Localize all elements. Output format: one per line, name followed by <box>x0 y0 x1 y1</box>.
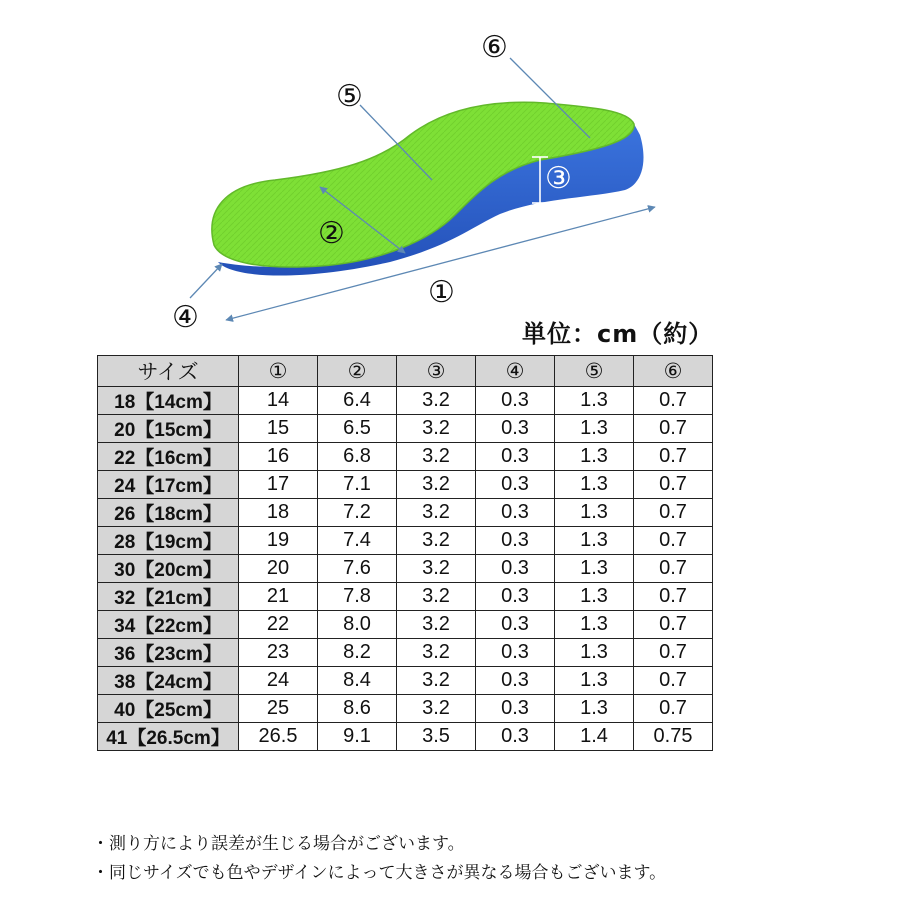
size-cell: 40【25cm】 <box>98 695 239 723</box>
value-cell: 6.4 <box>318 387 397 415</box>
value-cell: 1.3 <box>555 499 634 527</box>
table-row <box>98 387 713 415</box>
table-row <box>98 443 713 471</box>
table-row <box>98 555 713 583</box>
value-cell: 1.4 <box>555 723 634 751</box>
value-cell: 0.3 <box>476 723 555 751</box>
value-cell: 0.3 <box>476 415 555 443</box>
value-cell: 0.3 <box>476 471 555 499</box>
value-cell: 24 <box>239 667 318 695</box>
value-cell: 0.7 <box>634 527 713 555</box>
value-cell: 0.75 <box>634 723 713 751</box>
header-length: ① <box>239 356 318 387</box>
value-cell: 8.4 <box>318 667 397 695</box>
value-cell: 7.6 <box>318 555 397 583</box>
value-cell: 3.2 <box>397 555 476 583</box>
table-row <box>98 499 713 527</box>
size-cell: 41【26.5cm】 <box>98 723 239 751</box>
size-cell: 28【19cm】 <box>98 527 239 555</box>
value-cell: 1.3 <box>555 639 634 667</box>
value-cell: 19 <box>239 527 318 555</box>
value-cell: 1.3 <box>555 415 634 443</box>
table-body <box>98 387 713 751</box>
value-cell: 7.2 <box>318 499 397 527</box>
header-heel-cup: ⑥ <box>634 356 713 387</box>
value-cell: 0.7 <box>634 499 713 527</box>
value-cell: 0.7 <box>634 583 713 611</box>
value-cell: 0.7 <box>634 415 713 443</box>
value-cell: 0.7 <box>634 555 713 583</box>
value-cell: 0.3 <box>476 527 555 555</box>
value-cell: 1.3 <box>555 583 634 611</box>
value-cell: 0.3 <box>476 639 555 667</box>
value-cell: 0.3 <box>476 583 555 611</box>
value-cell: 26.5 <box>239 723 318 751</box>
value-cell: 0.7 <box>634 471 713 499</box>
value-cell: 0.7 <box>634 667 713 695</box>
table-row <box>98 723 713 751</box>
insole-illustration <box>0 0 900 340</box>
value-cell: 1.3 <box>555 527 634 555</box>
value-cell: 7.8 <box>318 583 397 611</box>
size-cell: 34【22cm】 <box>98 611 239 639</box>
value-cell: 23 <box>239 639 318 667</box>
size-cell: 38【24cm】 <box>98 667 239 695</box>
value-cell: 0.3 <box>476 499 555 527</box>
unit-label: 単位：cm（約） <box>522 320 714 348</box>
value-cell: 1.3 <box>555 611 634 639</box>
value-cell: 9.1 <box>318 723 397 751</box>
header-thickness: ④ <box>476 356 555 387</box>
value-cell: 0.3 <box>476 667 555 695</box>
value-cell: 1.3 <box>555 555 634 583</box>
note-size-variation: ・同じサイズでも色やデザインによって大きさが異なる場合もございます。 <box>92 863 667 883</box>
size-cell: 36【23cm】 <box>98 639 239 667</box>
value-cell: 3.2 <box>397 527 476 555</box>
value-cell: 0.7 <box>634 639 713 667</box>
value-cell: 3.2 <box>397 695 476 723</box>
size-cell: 18【14cm】 <box>98 387 239 415</box>
value-cell: 0.7 <box>634 611 713 639</box>
value-cell: 17 <box>239 471 318 499</box>
header-size: サイズ <box>98 356 239 387</box>
value-cell: 8.6 <box>318 695 397 723</box>
value-cell: 0.7 <box>634 695 713 723</box>
value-cell: 0.3 <box>476 695 555 723</box>
value-cell: 6.8 <box>318 443 397 471</box>
table-row <box>98 471 713 499</box>
header-arch: ⑤ <box>555 356 634 387</box>
marker-arch: ⑤ <box>336 79 363 114</box>
value-cell: 16 <box>239 443 318 471</box>
marker-thickness: ④ <box>172 300 199 335</box>
value-cell: 3.2 <box>397 611 476 639</box>
value-cell: 6.5 <box>318 415 397 443</box>
value-cell: 3.2 <box>397 667 476 695</box>
value-cell: 3.2 <box>397 583 476 611</box>
value-cell: 7.1 <box>318 471 397 499</box>
value-cell: 18 <box>239 499 318 527</box>
table-row <box>98 527 713 555</box>
value-cell: 8.0 <box>318 611 397 639</box>
value-cell: 22 <box>239 611 318 639</box>
table-row <box>98 639 713 667</box>
notes <box>92 830 666 888</box>
value-cell: 3.2 <box>397 415 476 443</box>
table-row <box>98 611 713 639</box>
value-cell: 8.2 <box>318 639 397 667</box>
value-cell: 1.3 <box>555 471 634 499</box>
value-cell: 0.3 <box>476 387 555 415</box>
value-cell: 1.3 <box>555 695 634 723</box>
value-cell: 3.5 <box>397 723 476 751</box>
value-cell: 25 <box>239 695 318 723</box>
value-cell: 0.3 <box>476 443 555 471</box>
marker-heel-height: ③ <box>545 161 572 196</box>
size-cell: 24【17cm】 <box>98 471 239 499</box>
size-cell: 26【18cm】 <box>98 499 239 527</box>
table-header-row <box>98 356 713 387</box>
value-cell: 15 <box>239 415 318 443</box>
size-table <box>97 355 713 751</box>
marker-heel-cup: ⑥ <box>481 30 508 65</box>
value-cell: 3.2 <box>397 387 476 415</box>
size-cell: 32【21cm】 <box>98 583 239 611</box>
size-cell: 20【15cm】 <box>98 415 239 443</box>
value-cell: 0.3 <box>476 555 555 583</box>
marker-width: ② <box>318 216 345 251</box>
value-cell: 0.3 <box>476 611 555 639</box>
value-cell: 21 <box>239 583 318 611</box>
value-cell: 0.7 <box>634 387 713 415</box>
value-cell: 1.3 <box>555 667 634 695</box>
value-cell: 3.2 <box>397 639 476 667</box>
insole-shape <box>212 102 644 275</box>
table-row <box>98 415 713 443</box>
value-cell: 20 <box>239 555 318 583</box>
table-row <box>98 667 713 695</box>
size-cell: 22【16cm】 <box>98 443 239 471</box>
header-heel-height: ③ <box>397 356 476 387</box>
value-cell: 3.2 <box>397 499 476 527</box>
value-cell: 7.4 <box>318 527 397 555</box>
value-cell: 3.2 <box>397 471 476 499</box>
value-cell: 0.7 <box>634 443 713 471</box>
value-cell: 3.2 <box>397 443 476 471</box>
marker-length: ① <box>428 275 455 310</box>
value-cell: 1.3 <box>555 443 634 471</box>
header-width: ② <box>318 356 397 387</box>
size-cell: 30【20cm】 <box>98 555 239 583</box>
value-cell: 14 <box>239 387 318 415</box>
table-row <box>98 695 713 723</box>
table-row <box>98 583 713 611</box>
value-cell: 1.3 <box>555 387 634 415</box>
note-measurement-error: ・測り方により誤差が生じる場合がございます。 <box>92 834 465 854</box>
